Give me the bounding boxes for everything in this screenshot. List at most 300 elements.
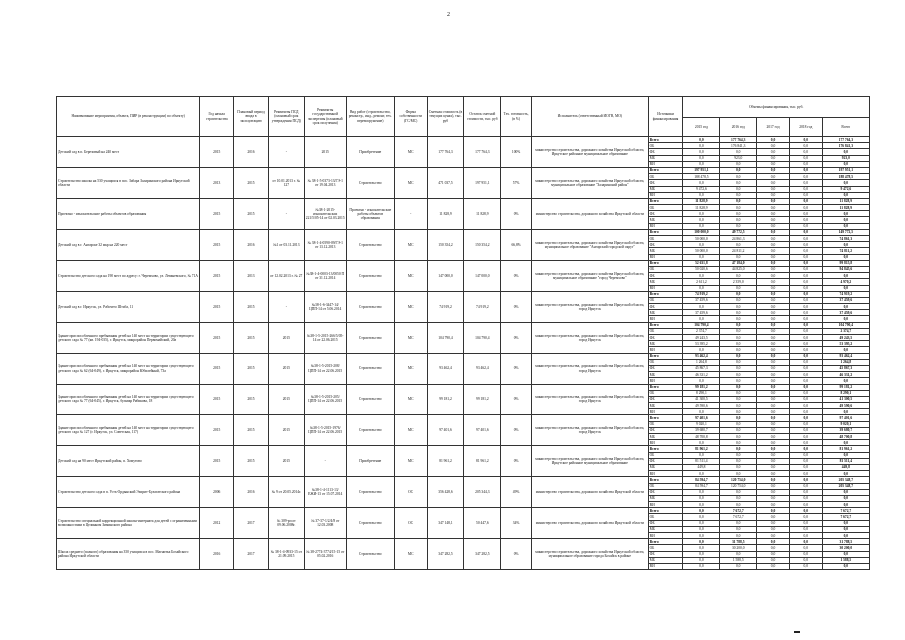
cell-ownership: МС [394,260,427,291]
cell-work-type: Строительство [346,508,394,539]
cell-funding-source: Всего [648,322,683,328]
cell-2018: 0,0 [789,279,822,285]
cell-start-year: 2015 [200,291,234,322]
header-2018: 2018 год [789,118,822,137]
cell-2017: 0,0 [757,285,790,291]
cell-2015: 49 590,6 [683,403,720,409]
cell-2018: 0,0 [789,384,822,390]
cell-ownership: ОС [394,508,427,539]
cell-2017: 0,0 [757,427,790,433]
cell-2015: 0,0 [683,533,720,539]
cell-total: 49 243,5 [822,335,869,341]
cell-2016: 0,0 [720,273,757,279]
cell-funding-source: Всего [648,353,683,359]
cell-2017: 0,0 [757,322,790,328]
cell-2017: 0,0 [757,384,790,390]
cell-total: 74 919,2 [822,291,869,297]
cell-funding-source: Всего [648,539,683,545]
cell-expertise: 2015 [304,137,346,168]
cell-2015: 0,0 [683,563,720,569]
cell-total: 923,0 [822,155,869,161]
cell-funding-source: Всего [648,415,683,421]
cell-ownership: - [394,198,427,229]
cell-funding-source: МБ [648,464,683,470]
cell-expertise: № 38-1-4-0590-09/ГЭ-1 от 13.12.2013 [304,229,346,260]
cell-executor: министерство строительства, дорожного хозяйства Иркутской области [531,508,648,539]
cell-expertise: №38-1-4-0003-13/0050 П от 31.12.2014 [304,260,346,291]
cell-2017: 0,0 [757,291,790,297]
cell-2017: 0,0 [757,279,790,285]
cell-funding-source: ВИ [648,563,683,569]
cell-2015: 74 919,2 [683,291,720,297]
cell-2015: 0,0 [683,347,720,353]
cell-2015: 0,0 [683,223,720,229]
cell-2018: 0,0 [789,198,822,204]
cell-executor: министерство строительства, дорожного хозяйства Иркутской области, муниципальное образование города Бохайск в районе [531,539,648,570]
cell-funding-source: МБ [648,341,683,347]
cell-estimated-cost: 471 037,5 [427,167,464,198]
cell-2018: 0,0 [789,260,822,266]
cell-end-year: 2016 [234,229,269,260]
cell-readiness: 0% [501,198,532,229]
cell-2015: 0,0 [683,557,720,563]
cell-2015: 0,0 [683,137,720,143]
cell-2015: 0,0 [683,514,720,520]
cell-2018: 0,0 [789,458,822,464]
cell-2017: 0,0 [757,186,790,192]
cell-total: 81 511,4 [822,458,869,464]
cell-2017: 0,0 [757,242,790,248]
cell-2015: 0,0 [683,161,720,167]
cell-2018: 0,0 [789,266,822,272]
header-start-year: Год начала строительства [200,97,234,137]
cell-remaining-cost: 104 790,4 [464,322,501,353]
cell-2016: 0,0 [720,291,757,297]
cell-2015: 11 828,9 [683,198,720,204]
cell-2018: 0,0 [789,359,822,365]
cell-work-type: Строительство [346,477,394,508]
cell-name: Здание приспособленного пребывания детей на 140 мест на территории существующего детского сада № 62 (64-049), г. Иркутск, микрорайон Юбилейный, 73а [57,353,200,384]
cell-ownership: МС [394,229,427,260]
cell-2015: 52 631,8 [683,260,720,266]
cell-total: 0,0 [822,304,869,310]
cell-start-year: 2006 [200,477,234,508]
cell-total: 74 861,3 [822,236,869,242]
header-funding-volume: Объемы финансирования, тыс. руб. [683,97,870,118]
cell-2016: 0,0 [720,254,757,260]
cell-readiness: 57% [501,167,532,198]
cell-total: 99 815,8 [822,260,869,266]
cell-funding-source: ОБ [648,205,683,211]
cell-funding-source: ВИ [648,285,683,291]
cell-2017: 0,0 [757,372,790,378]
cell-funding-source: Всего [648,446,683,452]
cell-2017: 0,0 [757,378,790,384]
cell-2016: 1 588,5 [720,557,757,563]
cell-executor: министерство строительства, дорожного хозяйства Иркутской области, муниципальное образование "Ангарский городской округ" [531,229,648,260]
cell-2016: 0,0 [720,533,757,539]
cell-2015: 0,0 [683,217,720,223]
cell-total: 74 811,2 [822,248,869,254]
cell-name: Строительство специальной коррекционной школы-интерната для детей с ограниченными возможностями в Целинном Зиминского района [57,508,200,539]
cell-2016: 0,0 [720,192,757,198]
cell-2016: 0,0 [720,217,757,223]
cell-total: 37 459,6 [822,310,869,316]
cell-ownership: МС [394,446,427,477]
cell-2016: 0,0 [720,242,757,248]
cell-funding-source: ВИ [648,316,683,322]
cell-2015: 81 511,4 [683,458,720,464]
cell-2016: 0,0 [720,464,757,470]
cell-expertise: №38-1-4-1113-13/ЕЖИ-13 от 15.07.2014 [304,477,346,508]
cell-start-year: 2013 [200,167,234,198]
cell-funding-source: ФБ [648,520,683,526]
cell-executor: министерство строительства, дорожного хозяйства Иркутской области [531,198,648,229]
cell-funding-source: ФБ [648,304,683,310]
cell-total: 0,0 [822,440,869,446]
header-total: Всего [822,118,869,137]
cell-total: 48 700,8 [822,434,869,440]
cell-total: 0,0 [822,502,869,508]
cell-ownership: МС [394,322,427,353]
cell-2017: 0,0 [757,266,790,272]
cell-2017: 0,0 [757,526,790,532]
cell-2017: 0,0 [757,347,790,353]
cell-estimated-cost: 104 790,4 [427,322,464,353]
cell-2016: 24 811,2 [720,248,757,254]
cell-2018: 0,0 [789,285,822,291]
cell-funding-source: ФБ [648,365,683,371]
cell-expertise: №38-1-5-2015-266/5/05-14 от 22.06.2015 [304,322,346,353]
cell-2015: 0,0 [683,180,720,186]
cell-start-year: 2015 [200,198,234,229]
header-remaining-cost: Остаток сметной стоимости, тыс. руб [464,97,501,137]
cell-total: 45 867,3 [822,365,869,371]
cell-total: 2 374,7 [822,328,869,334]
cell-2016: 0,0 [720,335,757,341]
cell-readiness: 0% [501,353,532,384]
cell-funding-source: ВИ [648,471,683,477]
cell-total: 0,0 [822,192,869,198]
cell-2018: 0,0 [789,143,822,149]
cell-2015: 84 594,7 [683,483,720,489]
header-funding-source: Источники финансирования [648,97,683,137]
cell-2017: 0,0 [757,273,790,279]
cell-2018: 0,0 [789,254,822,260]
cell-2016: 0,0 [720,502,757,508]
cell-2017: 0,0 [757,446,790,452]
cell-funding-source: ОБ [648,545,683,551]
cell-2015: 81 961,2 [683,446,720,452]
cell-total: 177 764,3 [822,137,869,143]
cell-funding-source: Всего [648,137,683,143]
cell-2016: 0,0 [720,297,757,303]
cell-executor: министерство строительства, дорожного хозяйства Иркутской области, муниципальное образование "город Черемхово" [531,260,648,291]
cell-start-year: 2012 [200,508,234,539]
cell-2015: 1 264,8 [683,359,720,365]
cell-2017: 0,0 [757,260,790,266]
cell-psd: - [268,137,304,168]
cell-2017: 0,0 [757,458,790,464]
cell-ownership: МС [394,384,427,415]
cell-2015: 2 611,2 [683,279,720,285]
cell-2018: 0,0 [789,427,822,433]
cell-2018: 0,0 [789,563,822,569]
cell-end-year: 2017 [234,539,269,570]
cell-total: 104 790,4 [822,322,869,328]
cell-2017: 0,0 [757,421,790,427]
cell-2015: 0,0 [683,508,720,514]
cell-remaining-cost: 197 951,1 [464,167,501,198]
cell-total: 0,0 [822,242,869,248]
cell-end-year: 2015 [234,167,269,198]
cell-total: 0,0 [822,223,869,229]
cell-2017: 0,0 [757,452,790,458]
cell-funding-source: ФБ [648,273,683,279]
cell-2016: 0,0 [720,551,757,557]
cell-2016: 24 861,3 [720,236,757,242]
cell-total: 53 395,2 [822,341,869,347]
cell-2015: 0,0 [683,489,720,495]
cell-funding-source: МБ [648,279,683,285]
cell-name: Детский сад в г. Ангарске 32 мкр на 220 мест [57,229,200,260]
cell-2018: 0,0 [789,205,822,211]
cell-2016: 0,0 [720,458,757,464]
cell-2016: 0,0 [720,365,757,371]
cell-2016: 120 754,0 [720,483,757,489]
cell-ownership: МС [394,415,427,446]
cell-2018: 0,0 [789,335,822,341]
cell-funding-source: ФБ [648,211,683,217]
cell-2016: 0,0 [720,427,757,433]
cell-2016: 0,0 [720,403,757,409]
cell-estimated-cost: 147 000,0 [427,260,464,291]
cell-2016: 44 825,0 [720,266,757,272]
cell-remaining-cost: 147 000,0 [464,260,501,291]
cell-2017: 0,0 [757,211,790,217]
cell-2017: 0,0 [757,223,790,229]
cell-2018: 0,0 [789,149,822,155]
cell-2015: 0,0 [683,192,720,198]
cell-2018: 0,0 [789,378,822,384]
header-psd: Реквизиты ПСД (плановый срок утверждения ПСД) [268,97,304,137]
cell-total: 11 828,9 [822,198,869,204]
cell-2015: 0,0 [683,539,720,545]
cell-2017: 0,0 [757,533,790,539]
cell-2017: 0,0 [757,353,790,359]
cell-psd: - [268,198,304,229]
cell-end-year: 2016 [234,477,269,508]
cell-total: 30 200,0 [822,545,869,551]
cell-2015: 93 462,4 [683,353,720,359]
cell-funding-source: МБ [648,155,683,161]
cell-total: 93 462,4 [822,353,869,359]
cell-start-year: 2015 [200,137,234,168]
cell-total: 0,0 [822,489,869,495]
cell-funding-source: Всего [648,229,683,235]
cell-2018: 0,0 [789,508,822,514]
cell-name: Строительство детского сада в п. Усть-Ордынский Эхирит-Булагатского района [57,477,200,508]
cell-total: 0,0 [822,285,869,291]
cell-total: 449,8 [822,464,869,470]
cell-funding-source: ОБ [648,143,683,149]
cell-psd: 2015 [268,322,304,353]
cell-2017: 0,0 [757,248,790,254]
cell-2016: 0,0 [720,378,757,384]
cell-2017: 0,0 [757,489,790,495]
cell-2018: 0,0 [789,273,822,279]
header-executor: Исполнитель (ответственный ИОГВ, МО) [531,97,648,137]
cell-expertise: №38-1-5-2015-208/ЦПП-14 от 22.06.2015 [304,353,346,384]
cell-2017: 0,0 [757,483,790,489]
cell-2017: 0,0 [757,551,790,557]
cell-2016: 0,0 [720,180,757,186]
cell-2017: 0,0 [757,254,790,260]
cell-funding-source: ВИ [648,440,683,446]
cell-2016: 0,0 [720,415,757,421]
cell-2018: 0,0 [789,539,822,545]
cell-2016: 7 672,7 [720,514,757,520]
cell-funding-source: ВИ [648,347,683,353]
cell-estimated-cost: 93 462,4 [427,353,464,384]
cell-2017: 0,0 [757,328,790,334]
cell-2016: 0,0 [720,304,757,310]
cell-funding-source: ОБ [648,297,683,303]
cell-2015: 53 395,2 [683,341,720,347]
cell-2016: 0,0 [720,390,757,396]
cell-name: Строительство детского сада на 190 мест по адресу: г. Черемхово, ул. Леваневского, № 71А [57,260,200,291]
cell-funding-source: ФБ [648,242,683,248]
cell-total: 99 181,2 [822,384,869,390]
cell-funding-source: ВИ [648,409,683,415]
cell-2017: 0,0 [757,359,790,365]
cell-expertise: №38-1-5-2015-1976/ЦПП-14 от 22.06.2015 [304,415,346,446]
cell-2018: 0,0 [789,310,822,316]
cell-funding-source: ВИ [648,378,683,384]
cell-total: 0,0 [822,347,869,353]
cell-2017: 0,0 [757,514,790,520]
cell-2016: 0,0 [720,161,757,167]
cell-2015: 188 478,5 [683,174,720,180]
cell-2018: 0,0 [789,223,822,229]
cell-2015: 0,0 [683,471,720,477]
cell-name: Детский сад на 90 мест Иркутский район, п. Хомутово [57,446,200,477]
cell-funding-source: МБ [648,403,683,409]
cell-2017: 0,0 [757,316,790,322]
cell-funding-source: ФБ [648,458,683,464]
cell-2015: 37 459,6 [683,297,720,303]
cell-2016: 31 788,5 [720,539,757,545]
cell-total: 0,0 [822,149,869,155]
cell-2017: 0,0 [757,545,790,551]
cell-total: 0,0 [822,563,869,569]
cell-end-year: 2016 [234,137,269,168]
cell-2015: 104 790,4 [683,322,720,328]
cell-2016: 0,0 [720,495,757,501]
cell-2018: 0,0 [789,390,822,396]
cell-funding-source: МБ [648,372,683,378]
cell-executor: министерство строительства, дорожного хозяйства Иркутской области, Иркутское районное муниципальное образование [531,446,648,477]
cell-total: 0,0 [822,409,869,415]
cell-funding-source: ФБ [648,427,683,433]
cell-work-type: Приобретение [346,446,394,477]
header-2015: 2015 год [683,118,720,137]
cell-psd: - [268,291,304,322]
cell-2018: 0,0 [789,248,822,254]
cell-work-type: Строительство [346,229,394,260]
cell-funding-source: ОБ [648,359,683,365]
cell-estimated-cost: 150 354,2 [427,229,464,260]
cell-2015: 0,0 [683,409,720,415]
cell-funding-source: ВИ [648,223,683,229]
cell-2015: 0,0 [683,304,720,310]
cell-2018: 0,0 [789,495,822,501]
funding-table [56,96,870,570]
cell-2018: 0,0 [789,180,822,186]
cell-funding-source: МБ [648,495,683,501]
cell-work-type: Строительство [346,415,394,446]
cell-2016: 0,0 [720,205,757,211]
cell-2018: 0,0 [789,137,822,143]
cell-end-year: 2015 [234,291,269,322]
cell-2015: 11 828,9 [683,205,720,211]
cell-executor: министерство строительства, дорожного хозяйства Иркутской области, Иркутское районное муниципальное образование [531,137,648,168]
cell-work-type: Строительство [346,322,394,353]
cell-total: 0,0 [822,452,869,458]
cell-total: 197 951,1 [822,167,869,173]
cell-funding-source: ВИ [648,502,683,508]
cell-2017: 0,0 [757,297,790,303]
cell-2018: 0,0 [789,155,822,161]
cell-2018: 0,0 [789,502,822,508]
cell-funding-source: ОБ [648,266,683,272]
cell-funding-source: Всего [648,291,683,297]
header-end-year: Плановый период ввода в эксплуатацию [234,97,269,137]
cell-expertise: №38-1-5-2015-205/ЦПП-14 от 22.06.2015 [304,384,346,415]
cell-estimated-cost: 99 181,2 [427,384,464,415]
cell-total: 81 961,2 [822,446,869,452]
cell-2017: 0,0 [757,464,790,470]
header-readiness: Тех. готовность, (в %) [501,97,532,137]
header-2017: 2017 год [757,118,790,137]
cell-2017: 0,0 [757,539,790,545]
cell-end-year: 2015 [234,353,269,384]
cell-remaining-cost: 205 344,3 [464,477,501,508]
cell-start-year: 2015 [200,384,234,415]
cell-end-year: 2015 [234,198,269,229]
cell-2016: 0,0 [720,167,757,173]
cell-2015: 0,0 [683,211,720,217]
cell-expertise: № 37-37-1/2/4/8 от 12.03.2008 [304,508,346,539]
cell-2016: 7 672,7 [720,508,757,514]
cell-2016: 0,0 [720,322,757,328]
cell-2016: 0,0 [720,328,757,334]
header-estimated-cost: Сметная стоимость (в текущих ценах), тыс. руб [427,97,464,137]
cell-work-type: Строительство [346,539,394,570]
cell-2018: 0,0 [789,291,822,297]
cell-2018: 0,0 [789,471,822,477]
cell-2015: 48 700,8 [683,434,720,440]
cell-2018: 0,0 [789,365,822,371]
cell-2015: 0,0 [683,149,720,155]
cell-2018: 0,0 [789,316,822,322]
cell-remaining-cost: 97 401,6 [464,415,501,446]
cell-2016: 0,0 [720,384,757,390]
cell-2015: 41 300,5 [683,396,720,402]
cell-total: 11 828,9 [822,205,869,211]
cell-total: 0,0 [822,161,869,167]
cell-work-type: Строительство [346,167,394,198]
